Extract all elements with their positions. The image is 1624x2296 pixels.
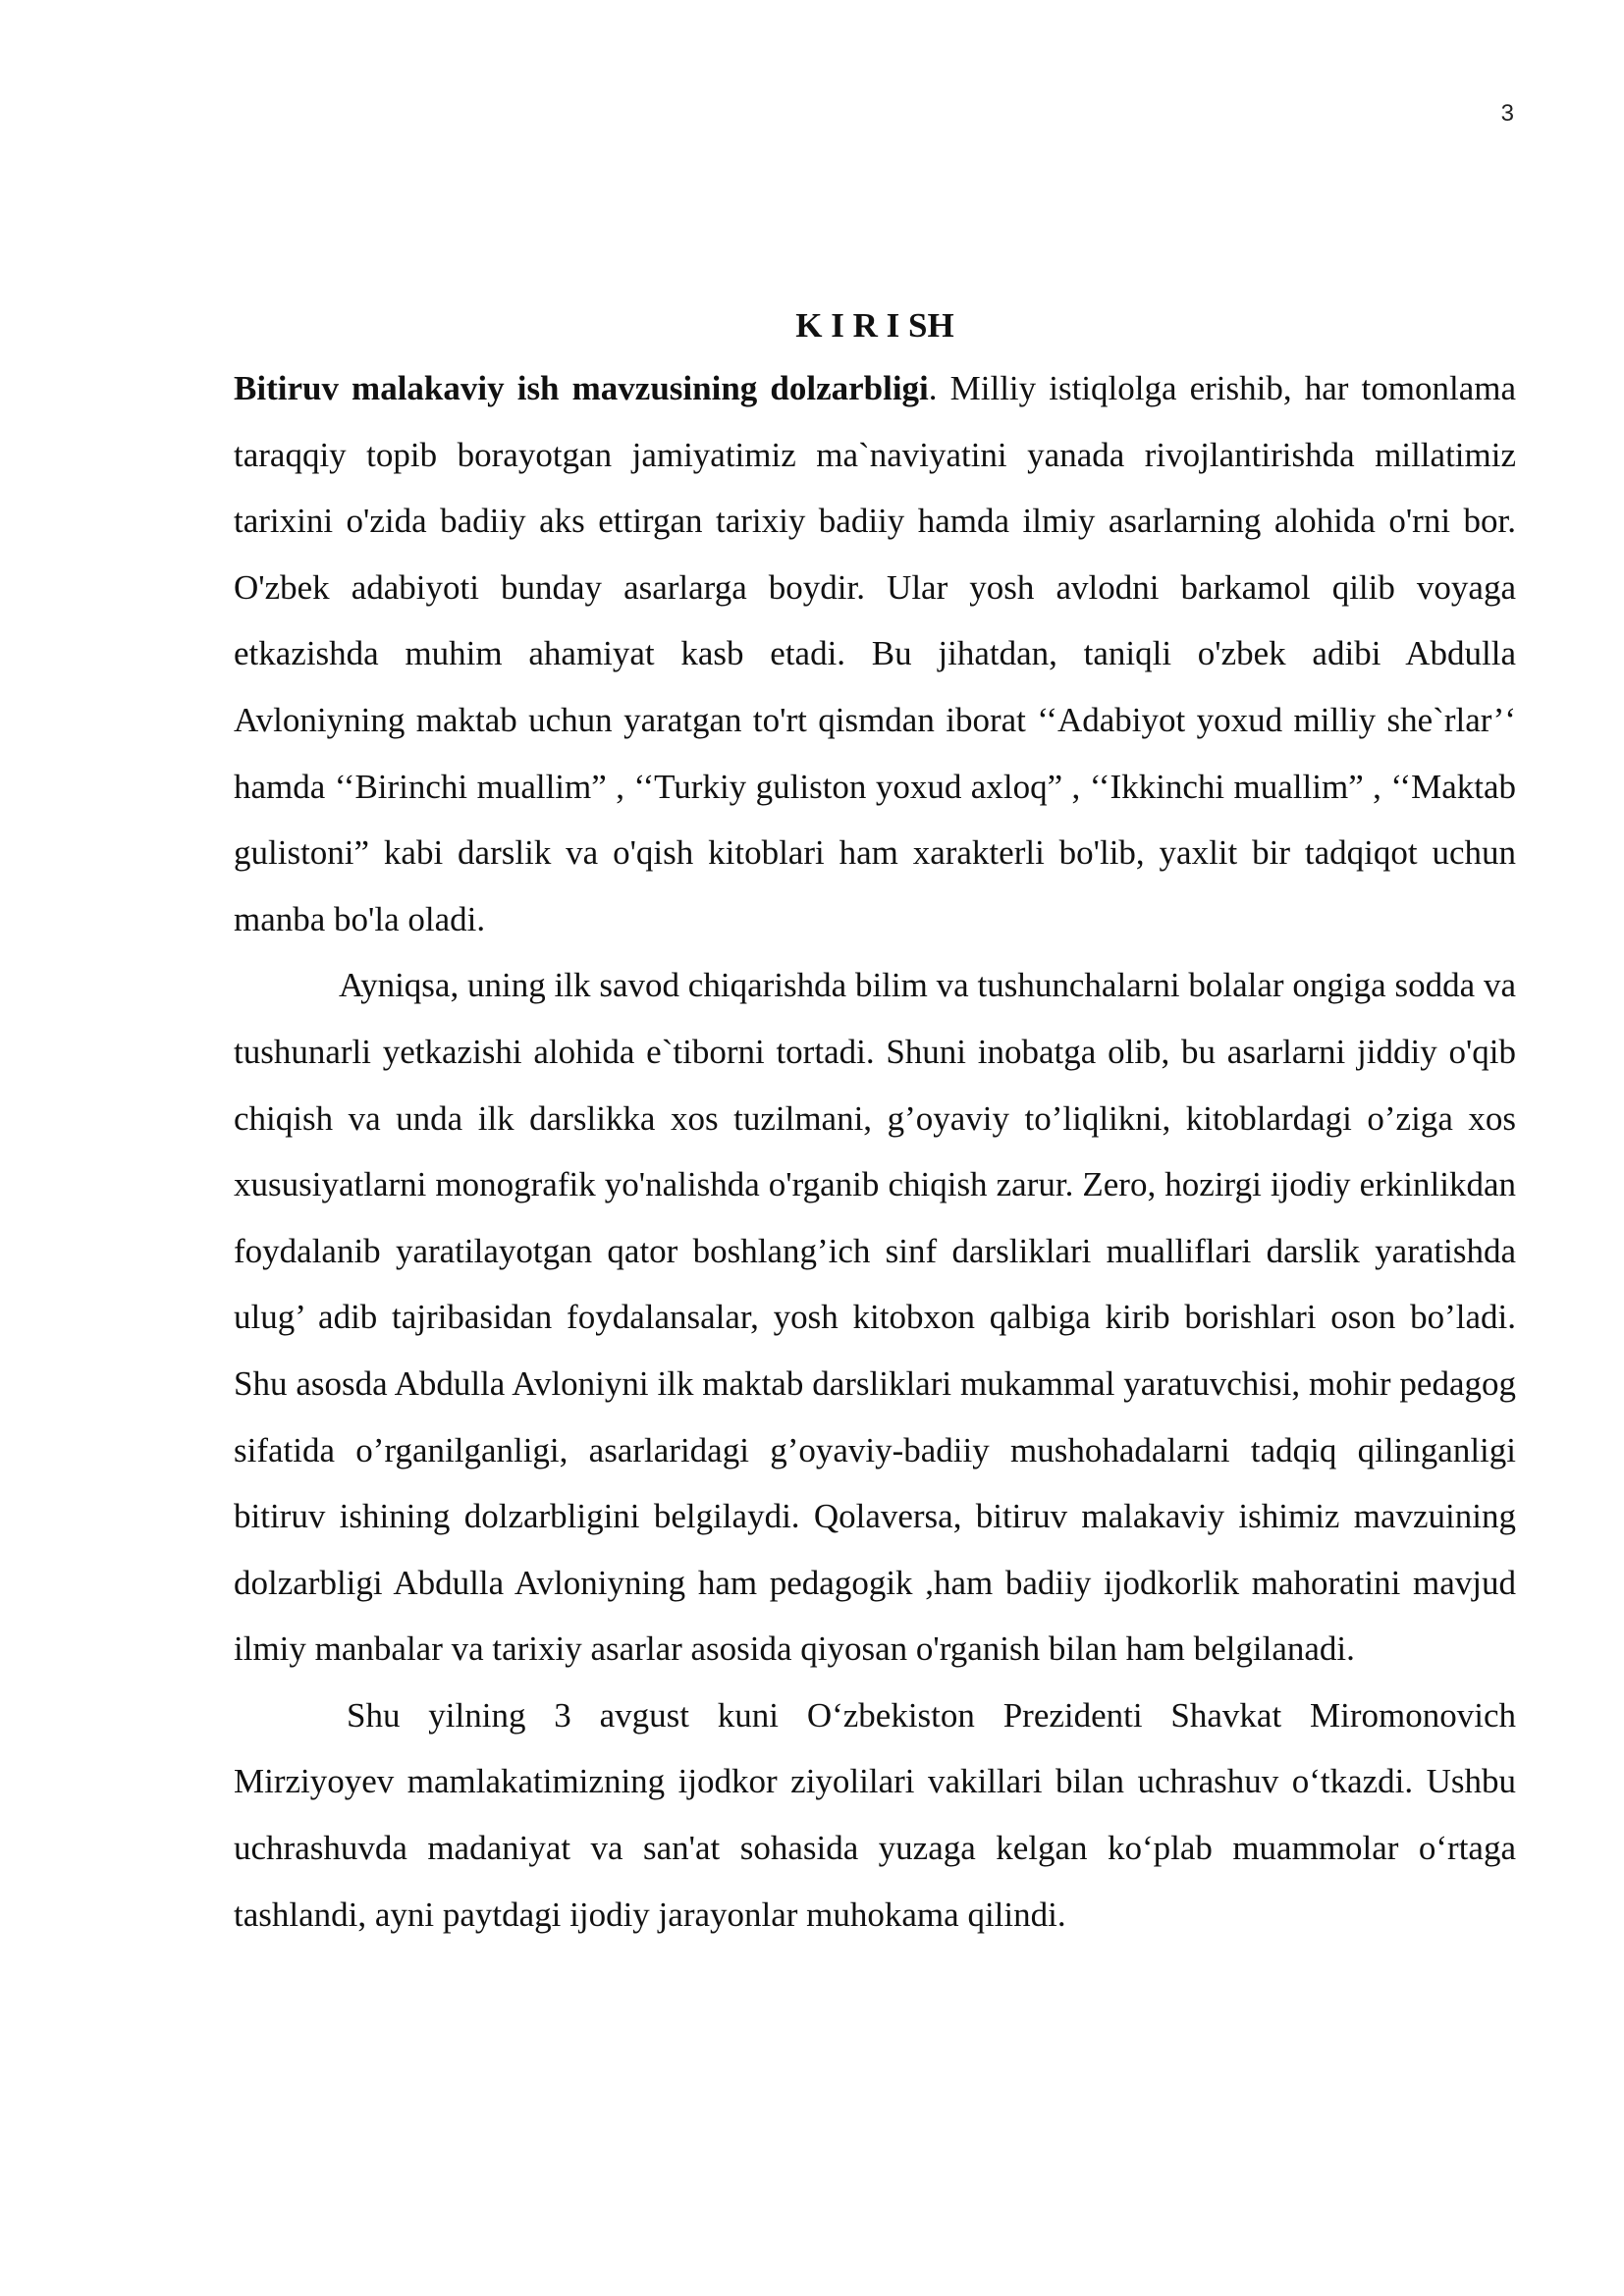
paragraph-president-meeting: Shu yilning 3 avgust kuni O‘zbekiston Prezidenti Shavkat Miromonovich Mirziyoyev mamlakatimizning ijodkor ziyolilari vakillari bilan uchrashuv o‘tkazdi. Ushbu uchrashuvda madaniyat va san'at sohasida yuzaga kelgan ko‘plab muammolar o‘rtaga tashlandi, ayni paytdagi ijodiy jarayonlar muhokama qilindi. — [234, 1695, 1516, 1934]
section-heading: K I R I SH — [795, 306, 954, 345]
paragraph-especially: Ayniqsa, uning ilk savod chiqarishda bilim va tushunchalarni bolalar ongiga sodda va tushunarli yetkazishi alohida e`tiborni tortadi. Shuni inobatga olib, bu asarlarni jiddiy o'qib chiqish va unda ilk darslikka xos tuzilmani, g’oyaviy to’liqlikni, kitoblardagi o’ziga xos xususiyatlarni monografik yo'nalishda o'rganib chiqish zarur. Zero, hozirgi ijodiy erkinlikdan foydalanib yaratilayotgan qator boshlang’ich sinf darsliklari mualliflari darslik yaratishda ulug’ adib tajribasidan foydalansalar, yosh kitobxon qalbiga kirib borishlari oson bo’ladi. Shu asosda Abdulla Avloniyni ilk maktab darsliklari mukammal yaratuvchisi, mohir pedagog sifatida o’rganilganligi, asarlaridagi g’oyaviy-badiiy mushohadalarni tadqiq qilinganligi bitiruv ishining dolzarbligini belgilaydi. Qolaversa, bitiruv malakaviy ishimiz mavzuining dolzarbligi Abdulla Avloniyning ham pedagogik ,ham badiiy ijodkorlik mahoratini mavjud ilmiy manbalar va tarixiy asarlar asosida qiyosan o'rganish bilan ham belgilanadi. — [234, 966, 1516, 1669]
paragraph-text: . Milliy istiqlolga erishib, har tomonlama taraqqiy topib borayotgan jamiyatimiz ma`naviyatini yanada rivojlantirishda millatimiz tarixini o'zida badiiy aks ettirgan tarixiy badiiy hamda ilmiy asarlarning alohida o'rni bor. O'zbek adabiyoti bunday asarlarga boydir. Ular yosh avlodni barkamol qilib voyaga etkazishda muhim ahamiyat kasb etadi. Bu jihatdan, taniqli o'zbek adibi Abdulla Avloniyning maktab uchun yaratgan to'rt qismdan iborat ‘‘Adabiyot yoxud milliy she`rlar’‘ hamda ‘‘Birinchi muallim” , ‘‘Turkiy guliston yoxud axloq” , ‘‘Ikkinchi muallim” , ‘‘Maktab gulistoni” kabi darslik va o'qish kitoblari ham xarakterli bo'lib, yaxlit bir tadqiqot uchun manba bo'la oladi. — [234, 369, 1516, 938]
paragraph-relevance — [234, 355, 1516, 952]
paragraph-lead: Bitiruv malakaviy ish mavzusining dolzarbligi — [234, 369, 929, 407]
document-body — [234, 306, 1516, 1948]
page-number: 3 — [1500, 100, 1514, 127]
